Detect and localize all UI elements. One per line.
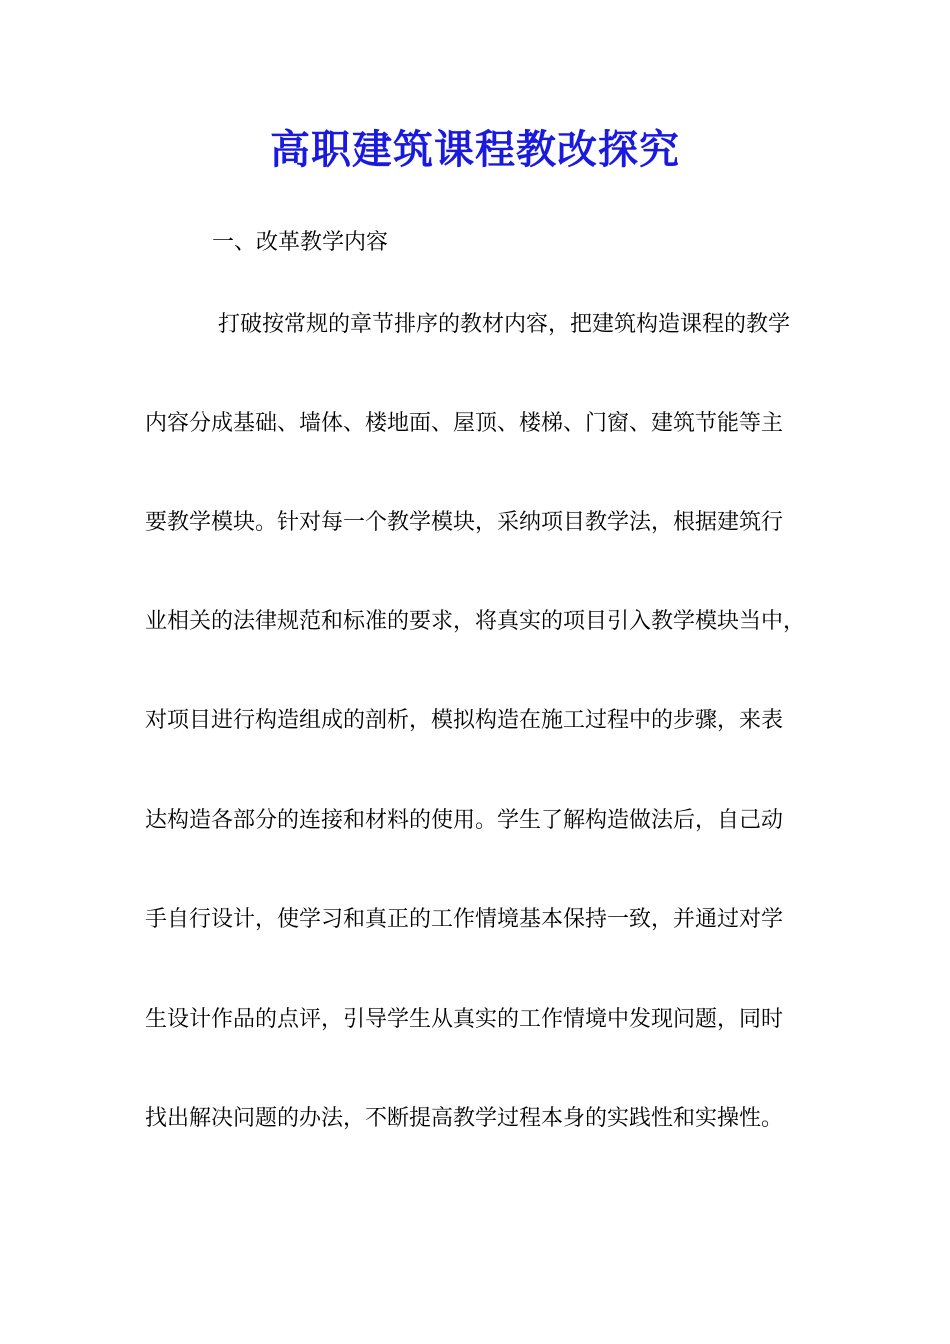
paragraph-line: 手自行设计，使学习和真正的工作情境基本保持一致，并通过对学 (145, 907, 784, 932)
section-heading: 一、改革教学内容 (212, 230, 389, 255)
paragraph-line: 生设计作品的点评，引导学生从真实的工作情境中发现问题，同时 (145, 1007, 784, 1032)
paragraph-line: 找出解决问题的办法，不断提高教学过程本身的实践性和实操性。 (145, 1106, 784, 1131)
paragraph-line: 对项目进行构造组成的剖析，模拟构造在施工过程中的步骤，来表 (145, 708, 784, 733)
paragraph-line: 达构造各部分的连接和材料的使用。学生了解构造做法后，自己动 (145, 808, 784, 833)
paragraph-line: 要教学模块。针对每一个教学模块，采纳项目教学法，根据建筑行 (145, 510, 784, 535)
document-title: 高职建筑课程教改探究 (270, 126, 680, 173)
paragraph-line: 打破按常规的章节排序的教材内容，把建筑构造课程的教学 (218, 312, 791, 337)
paragraph-line: 业相关的法律规范和标准的要求，将真实的项目引入教学模块当中， (145, 609, 806, 634)
paragraph-line: 内容分成基础、墙体、楼地面、屋顶、楼梯、门窗、建筑节能等主 (145, 411, 784, 436)
